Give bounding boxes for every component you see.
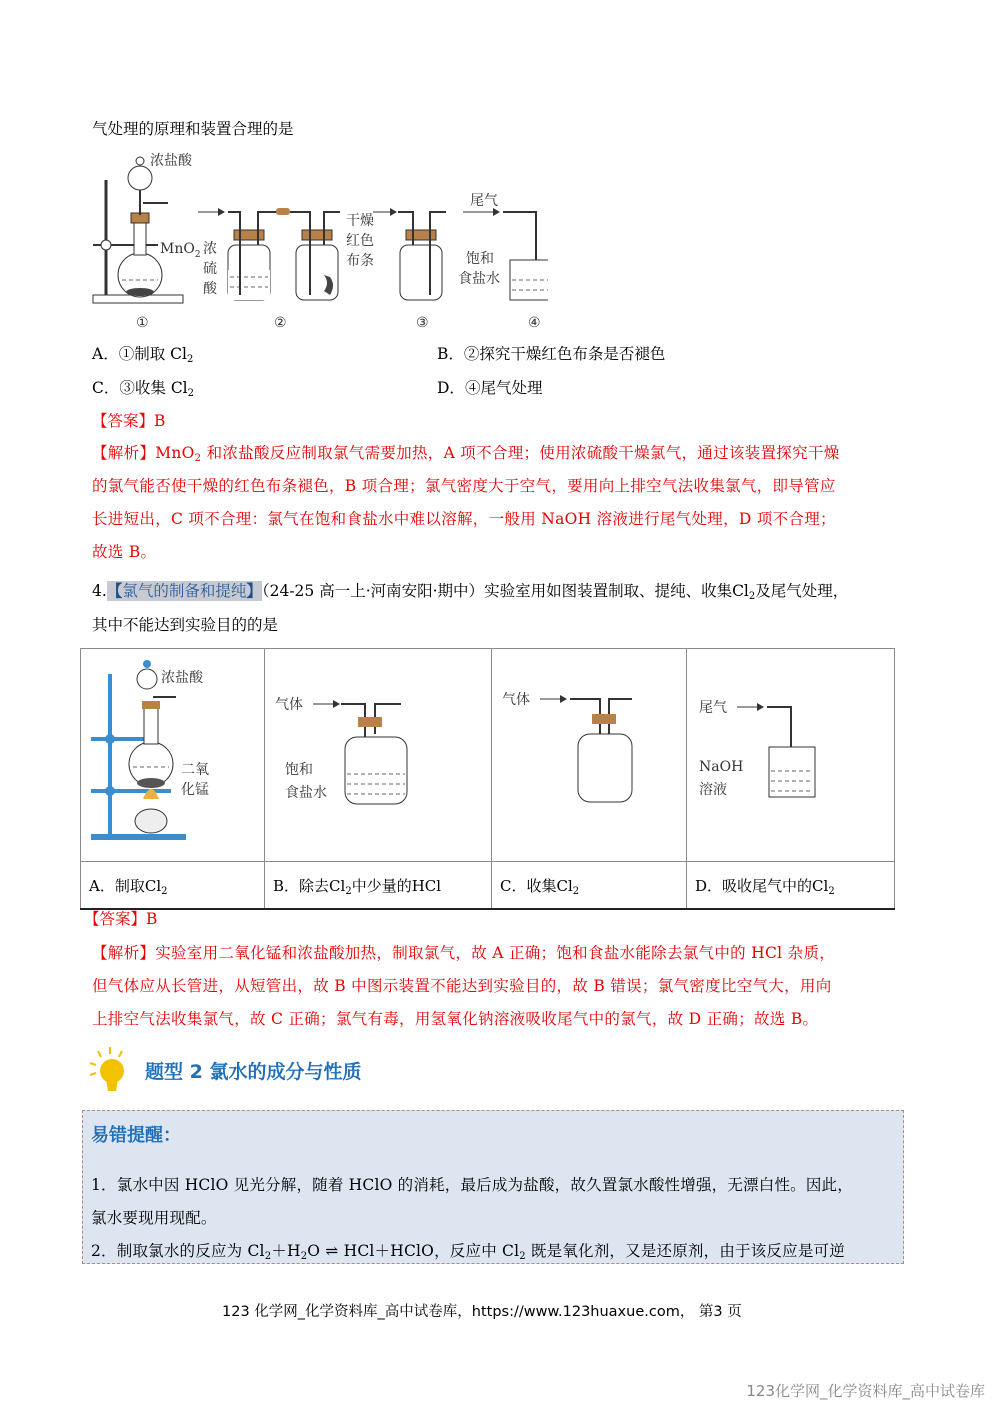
svg-text:硫: 硫 [203,261,217,277]
q4-topic-tag: 【氯气的制备和提纯】 [106,581,262,600]
tip-line-2: 氯水要现用现配。 [91,1209,217,1227]
label-conc-hcl: 浓盐酸 [150,153,192,169]
svg-text:NaOH: NaOH [699,759,744,775]
svg-text:尾气: 尾气 [699,700,727,716]
svg-text:化锰: 化锰 [181,782,209,798]
tip-box [82,1110,904,1264]
q4-figure-c [492,649,687,862]
svg-text:溶液: 溶液 [699,782,727,798]
svg-text:饱和: 饱和 [285,762,313,778]
q3-option-d[interactable]: D．④尾气处理 [437,379,543,397]
svg-text:食盐水: 食盐水 [285,785,327,801]
q4-option-c[interactable]: C．收集$Cl_2$ [492,862,687,910]
q3-stem-tail: 气处理的原理和装置合理的是 [92,120,294,138]
label-mno2: MnO$_2$ [160,241,201,260]
watermark: 123化学网_化学资料库_高中试卷库 [746,1382,985,1400]
q4-option-d[interactable]: D．吸收尾气中的$Cl_2$ [687,862,895,910]
q4-answer: 【答案】B [84,910,158,928]
svg-text:红色: 红色 [346,233,374,249]
svg-text:布条: 布条 [346,253,374,269]
q3-option-c[interactable]: C．③收集 $Cl_2$ [92,379,195,399]
svg-text:酸: 酸 [203,281,217,297]
svg-text:气体: 气体 [275,697,303,713]
q4-option-a[interactable]: A．制取$Cl_2$ [81,862,265,910]
q4-analysis: 【解析】实验室用二氧化锰和浓盐酸加热，制取氯气，故 A 正确；饱和食盐水能除去氯气中的 HCl 杂质， 但气体应从长管进，从短管出，故 B 中图示装置不能达到实验目的，故 B 错误；氯气密度比空气大，用向 上排空气法收集氯气，故 C 正确；氯气有毒，用氢氧化钠溶液吸收尾气中的氯气，故 D 正确；故选 B。 [92,944,836,1028]
tip-line-1: 1．氯水中因 HClO 见光分解，随着 HClO 的消耗，最后成为盐酸，故久置氯水酸性增强，无漂白性。因此， [91,1176,853,1194]
svg-text:气体: 气体 [502,692,530,708]
q4-figure-a [81,649,265,862]
svg-text:饱和: 饱和 [466,251,494,267]
svg-text:④: ④ [528,315,541,331]
q4-stem-line1: 4.【氯气的制备和提纯】（24-25 高一上·河南安阳·期中）实验室用如图装置制取、提纯、收集$Cl_2$及尾气处理， [92,581,849,602]
svg-text:干燥: 干燥 [346,213,374,229]
svg-text:①: ① [136,315,149,331]
svg-text:浓: 浓 [203,241,217,257]
svg-text:二氧: 二氧 [181,762,209,778]
section-title: 题型 2 氯水的成分与性质 [145,1061,362,1083]
q4-figure-d [687,649,895,862]
page-footer: 123 化学网_化学资料库_高中试卷库，https://www.123huaxue.com， 第3 页 [222,1304,742,1320]
svg-text:食盐水: 食盐水 [458,271,500,287]
lightbulb-icon [88,1045,130,1095]
q4-options-table [80,648,895,910]
q4-option-b[interactable]: B．除去$Cl_2$中少量的HCl [265,862,492,910]
q3-option-b[interactable]: B．②探究干燥红色布条是否褪色 [437,345,666,363]
tip-title: 易错提醒： [91,1125,181,1146]
tip-line-3: 2．制取氯水的反应为 $Cl_2+H_2O$ ⇌ HCl＋HClO，反应中 $Cl_2$ 既是氧化剂，又是还原剂，由于该反应是可逆 [91,1242,845,1262]
svg-text:尾气: 尾气 [470,193,498,209]
svg-text:③: ③ [416,315,429,331]
svg-text:浓盐酸: 浓盐酸 [161,670,203,686]
q4-stem-line2: 其中不能达到实验目的的是 [92,616,279,634]
q3-analysis: 【解析】MnO$_2$ 和浓盐酸反应制取氯气需要加热，A 项不合理；使用浓硫酸干燥氯气，通过该装置探究干燥 的氯气能否使干燥的红色布条褪色，B 项合理；氯气密度大于空气，要用向上排空气法收集氯气，即导管应 长进短出，C 项不合理：氯气在饱和食盐水中难以溶解，一般用 NaOH 溶液进行尾气处理，D 项不合理； 故选 B。 [92,444,840,561]
q3-apparatus-figure [88,145,548,335]
q3-option-a[interactable]: A．①制取 $Cl_2$ [92,345,194,365]
svg-text:②: ② [274,315,287,331]
q4-figure-b [265,649,492,862]
q3-answer: 【答案】B [92,412,166,430]
